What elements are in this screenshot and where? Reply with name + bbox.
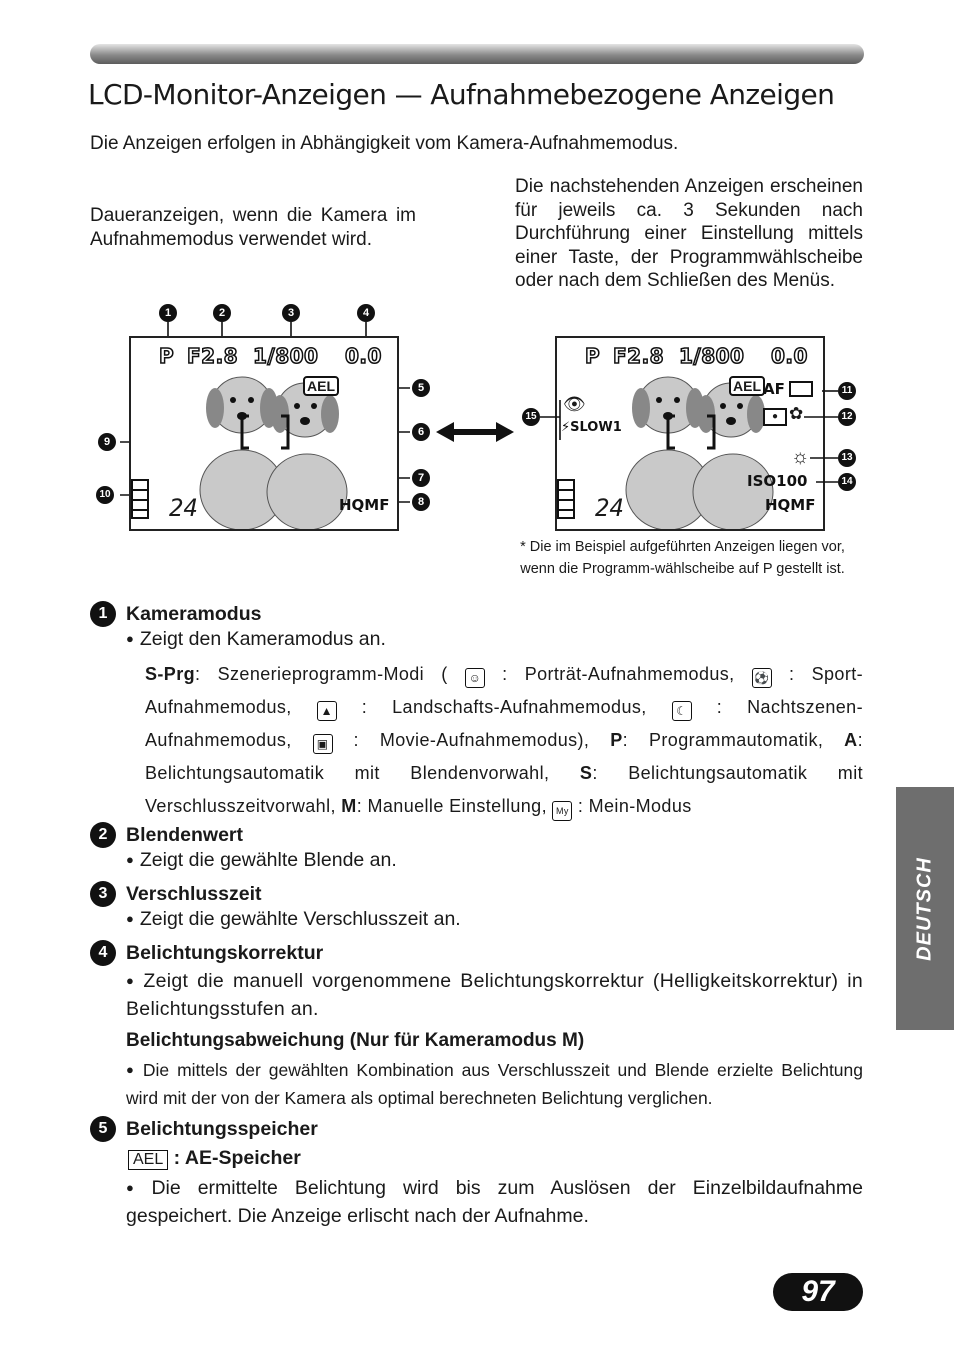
- movie-text: : Movie-Aufnahmemodus),: [353, 730, 590, 750]
- night-text: : Nachtszenen-Aufnahmemodus,: [145, 697, 863, 750]
- section-3-bullet: ● Zeigt die gewählte Verschlusszeit an.: [126, 908, 461, 931]
- callout-14: 14: [838, 473, 856, 491]
- landscape-mode-icon: ▲: [317, 701, 337, 721]
- lcd-shutter: 1/800: [679, 344, 745, 368]
- lcd-shutter: 1/800: [253, 344, 319, 368]
- p-text: : Programmautomatik,: [622, 730, 824, 750]
- section-1-mode-list: [145, 658, 863, 823]
- redeye-eye-icon: 👁: [563, 394, 586, 414]
- battery-indicator: [131, 479, 149, 519]
- metering-spot-icon: ●: [763, 408, 787, 426]
- m-label: M: [341, 796, 357, 816]
- callout-4: 4: [357, 304, 375, 322]
- callout-15: 15: [522, 408, 540, 426]
- lcd-ael: AEL: [729, 376, 765, 396]
- section-2-number: 2: [90, 822, 116, 848]
- lcd-mode: P: [585, 344, 601, 368]
- lcd-frame-count: 24: [169, 494, 198, 522]
- lcd-exposure: 0.0: [771, 344, 808, 368]
- lcd-aperture: F2.8: [613, 344, 665, 368]
- lcd-mode: P: [159, 344, 175, 368]
- white-balance-sun-icon: ☼: [791, 446, 810, 468]
- m-text: : Manuelle Einstellung,: [356, 796, 547, 816]
- sprg-text: : Szenerieprogramm-Modi (: [195, 664, 448, 684]
- my-mode-icon: My: [552, 801, 572, 821]
- sport-mode-icon: ⚽: [752, 668, 772, 688]
- callout-8: 8: [412, 493, 430, 511]
- lcd-quality: HQMF: [339, 496, 390, 514]
- section-4-bullet: ● Zeigt die manuell vorgenommene Belichtungskorrektur (Helligkeitskorrektur) in Belichtungsstufen an.: [126, 968, 863, 1023]
- landscape-text: : Landschafts-Aufnahmemodus,: [361, 697, 647, 717]
- section-2-title: Blendenwert: [126, 824, 244, 846]
- callout-7: 7: [412, 469, 430, 487]
- callout-12: 12: [838, 408, 856, 426]
- lcd-quality: HQMF: [765, 496, 816, 514]
- s-label: S: [579, 763, 593, 783]
- lcd-iso: ISO100: [747, 472, 808, 490]
- section-3-title: Verschlusszeit: [126, 883, 262, 905]
- macro-flower-icon: ✿: [789, 404, 804, 423]
- double-arrow: [436, 420, 514, 444]
- footnote-line-2: wenn die Programm-wählscheibe auf P gestellt ist.: [520, 561, 845, 577]
- section-5-bullet: ● Die ermittelte Belichtung wird bis zum Auslösen der Einzelbildaufnahme gespeichert. Die Anzeige erlischt nach der Aufnahme.: [126, 1175, 863, 1230]
- callout-10: 10: [96, 486, 114, 504]
- lcd-frame-count: 24: [595, 494, 624, 522]
- ael-box: AEL: [128, 1150, 168, 1170]
- sprg-label: S-Prg: [145, 664, 196, 684]
- lcd-exposure: 0.0: [345, 344, 382, 368]
- af-target-brackets: [239, 414, 291, 450]
- language-side-tab: [896, 787, 954, 1030]
- side-tab-label: DEUTSCH: [913, 856, 936, 961]
- lcd-flash-mode: ⚡SLOW1: [561, 420, 622, 435]
- lcd-af: AF: [763, 380, 785, 398]
- top-decorative-bar: [90, 44, 864, 64]
- portrait-mode-icon: ☺: [465, 668, 485, 688]
- callout-9: 9: [98, 433, 116, 451]
- s-text: : Belichtungsautomatik mit Verschlusszeitvorwahl,: [145, 763, 864, 816]
- figure-footnote: [500, 536, 865, 580]
- section-2-bullet: ● Zeigt die gewählte Blende an.: [126, 849, 397, 872]
- p-label: P: [610, 730, 623, 750]
- callout-1: 1: [159, 304, 177, 322]
- section-5-title: Belichtungsspeicher: [126, 1118, 318, 1140]
- callout-3: 3: [282, 304, 300, 322]
- lead-right-text: Die nachstehenden Anzeigen erscheinen für jeweils ca. 3 Sekunden nach Durchführung einer Einstellung mittels einer Taste, der Programmwählscheibe oder nach dem Schließen des Menüs.: [515, 176, 863, 291]
- a-text: : Belichtungsautomatik mit Blendenvorwahl,: [145, 730, 863, 783]
- section-1-title: Kameramodus: [126, 603, 262, 625]
- portrait-text: : Porträt-Aufnahmemodus,: [502, 664, 735, 684]
- callout-13: 13: [838, 449, 856, 467]
- lcd-screen-left: [129, 336, 399, 531]
- callout-6: 6: [412, 423, 430, 441]
- page-number: 97: [773, 1273, 863, 1311]
- intro-text: Die Anzeigen erfolgen in Abhängigkeit vom Kamera-Aufnahmemodus.: [90, 133, 679, 154]
- night-scene-mode-icon: ☾: [672, 701, 692, 721]
- section-4-sub-bullet: ● Die mittels der gewählten Kombination aus Verschlusszeit und Blende erzielte Belichtung wird mit der von der Kamera als optimal berechneten Belichtung verglichen.: [126, 1057, 863, 1112]
- lcd-ael: AEL: [303, 376, 339, 396]
- footnote-line-1: * Die im Beispiel aufgeführten Anzeigen liegen vor,: [520, 539, 845, 555]
- my-text: : Mein-Modus: [577, 796, 692, 816]
- section-4-subtitle: Belichtungsabweichung (Nur für Kameramodus M): [126, 1030, 585, 1051]
- page-title: LCD-Monitor-Anzeigen — Aufnahmebezogene Anzeigen: [88, 78, 835, 111]
- section-5-number: 5: [90, 1116, 116, 1142]
- section-5-ael-row: [128, 1147, 301, 1170]
- callout-11: 11: [838, 382, 856, 400]
- section-4-title: Belichtungskorrektur: [126, 942, 324, 964]
- callout-2: 2: [213, 304, 231, 322]
- movie-mode-icon: ▣: [313, 734, 333, 754]
- section-3-number: 3: [90, 881, 116, 907]
- sport-text: : Sport-Aufnahmemodus,: [145, 664, 864, 717]
- a-label: A: [844, 730, 858, 750]
- section-1-bullet: ● Zeigt den Kameramodus an.: [126, 628, 386, 651]
- section-1-number: 1: [90, 601, 116, 627]
- callout-5: 5: [412, 379, 430, 397]
- lead-left-text: Daueranzeigen, wenn die Kamera im Aufnahmemodus verwendet wird.: [90, 205, 416, 250]
- section-4-number: 4: [90, 940, 116, 966]
- callout-leader-lines-right: [540, 370, 850, 500]
- ael-label: : AE-Speicher: [173, 1147, 301, 1169]
- lcd-aperture: F2.8: [187, 344, 239, 368]
